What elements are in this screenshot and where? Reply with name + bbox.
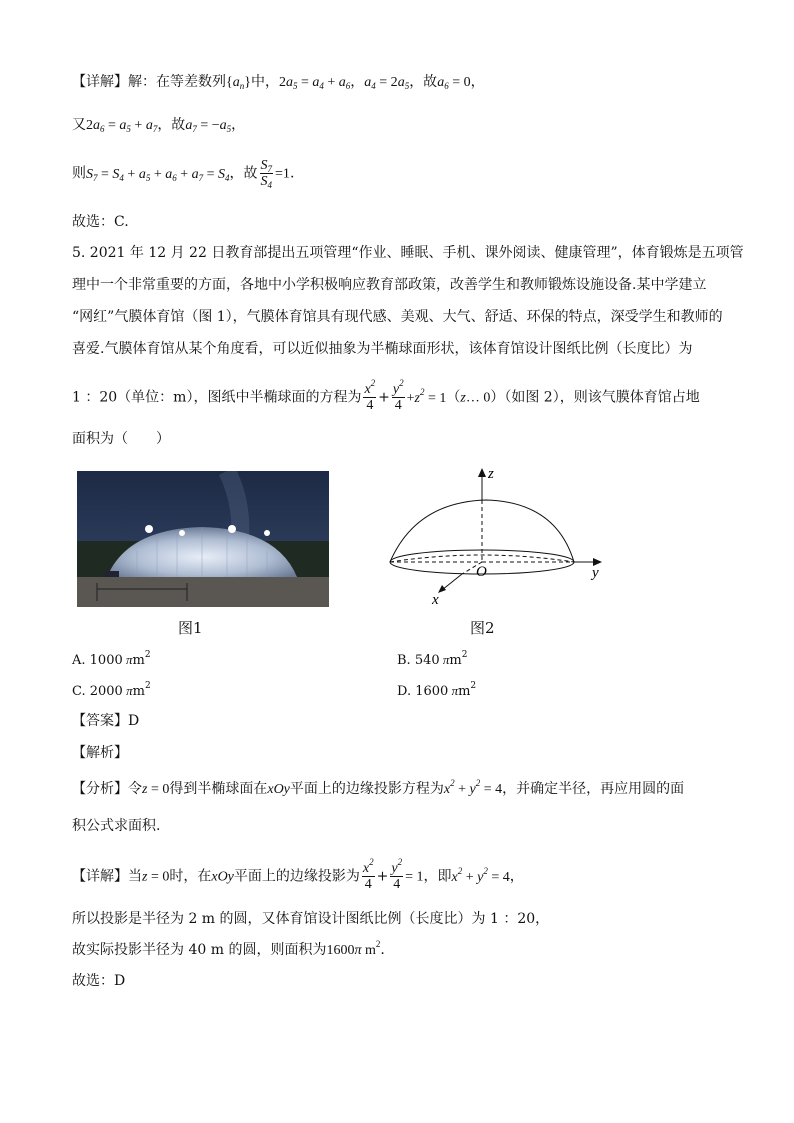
- question-5-line-5: 1 ：20（单位：m），图纸中半椭球面的方程为 $\frac{x^2}{4}$ + $\frac{y^2}{4}$ $+z^2$ = 1（z… 0）（如图 2），则该气膜体育馆占地: [72, 378, 700, 413]
- figure-2-caption: 图2: [470, 619, 495, 637]
- conclusion-line-1: 所以投影是半径为 2 m 的圆，又体育馆设计图纸比例（长度比）为 1 ：20，: [72, 911, 550, 927]
- question-5-line-1: 5. 2021 年 12 月 22 日教育部提出五项管理“作业、睡眠、手机、课外阅读、健康管理”，体育锻炼是五项管: [72, 245, 744, 261]
- z-axis-label: z: [488, 466, 494, 482]
- detail-line-1: 【详解】解：在等差数列$\{a_n\}$中，$2a_5 = a_4 + a_6$，$a_4 = 2a_5$，故$a_6 = 0$，: [72, 74, 485, 91]
- gym-photo-image: [77, 471, 329, 607]
- question-5-line-6: 面积为（ ）: [72, 431, 170, 447]
- detail-tag: 【详解】: [72, 74, 128, 90]
- choice-line-2: 故选：D: [72, 973, 126, 989]
- detail2-line-1: 【详解】当z = 0时，在xOy平面上的边缘投影为 $\frac{x^2}{4}$ + $\frac{y^2}{4}$ = 1，即$x^2 + y^2 = 4$，: [72, 857, 524, 892]
- detail-line-2: 又$2a_6 = a_5 + a_7$，故$a_7 = -a_5$，: [72, 117, 246, 134]
- choice-line-1: 故选：C.: [72, 214, 129, 230]
- x-axis-label: x: [432, 592, 439, 608]
- option-b: B. 540 $\pi m^2$: [397, 650, 468, 668]
- set-a-n: $\{a_n\}$: [226, 75, 251, 91]
- fraction-s7-s4: $\frac{S_7}{S_4}$: [260, 158, 273, 190]
- figure-1-caption: 图1: [178, 619, 203, 637]
- option-a: A. 1000 $\pi m^2$: [72, 650, 151, 668]
- analysis-line-1: 【分析】令z = 0得到半椭球面在xOy平面上的边缘投影方程为$x^2 + y^2 = 4$，并确定半径，再应用圆的面: [72, 778, 685, 797]
- origin-label: O: [476, 564, 487, 580]
- question-5-line-4: 喜爱.气膜体育馆从某个角度看，可以近似抽象为半椭球面形状，该体育馆设计图纸比例（长度比）为: [72, 341, 693, 357]
- analysis-line-2: 积公式求面积.: [72, 818, 161, 834]
- question-5-line-2: 理中一个非常重要的方面，各地中小学积极响应教育部政策，改善学生和教师锻炼设施设备.某中学建立: [72, 277, 707, 293]
- ellipsoid-diagram: [376, 462, 616, 612]
- option-d: D. 1600 $\pi m^2$: [397, 681, 477, 699]
- answer-line: 【答案】D: [72, 713, 140, 729]
- conclusion-line-2: 故实际投影半径为 40 m 的圆，则面积为1600π $m^2$.: [72, 939, 385, 958]
- detail-line-3: 则$S_7 = S_4 + a_5 + a_6 + a_7 = S_4$，故 $\frac{S_7}{S_4}$ =1.: [72, 158, 295, 190]
- question-5-line-3: “网红”气膜体育馆（图 1），气膜体育馆具有现代感、美观、大气、舒适、环保的特点，深受学生和教师的: [72, 309, 723, 325]
- option-c: C. 2000 $\pi m^2$: [72, 681, 151, 699]
- y-axis-label: y: [592, 565, 599, 581]
- analysis-heading: 【解析】: [72, 745, 128, 761]
